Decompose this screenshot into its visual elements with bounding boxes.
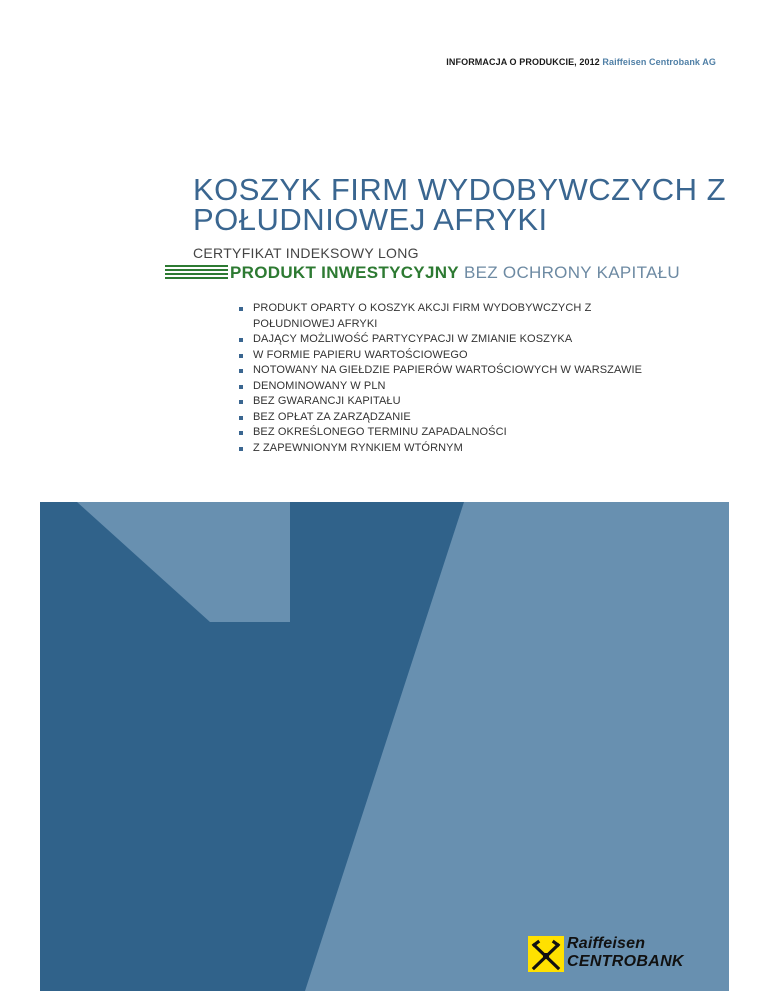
feature-text: PRODUKT OPARTY O KOSZYK AKCJI FIRM WYDOBYWCZYCH Z POŁUDNIOWEJ AFRYKI	[253, 302, 592, 330]
feature-item	[253, 348, 653, 364]
header-brand: Raiffeisen Centrobank AG	[602, 57, 716, 67]
feature-item	[253, 363, 653, 379]
product-type-strong: PRODUKT INWESTYCYJNY	[230, 263, 459, 282]
feature-text: NOTOWANY NA GIEŁDZIE PAPIERÓW WARTOŚCIOWYCH W WARSZAWIE	[253, 364, 643, 376]
document-header	[446, 57, 716, 67]
bullet-icon	[239, 307, 243, 311]
raiffeisen-gable-cross-icon	[528, 936, 564, 972]
feature-text: BEZ OKREŚLONEGO TERMINU ZAPADALNOŚCI	[253, 426, 507, 438]
title-line-1: KOSZYK FIRM WYDOBYWCZYCH Z	[193, 172, 727, 207]
decorative-blue-graphic	[40, 502, 729, 991]
feature-item	[253, 410, 653, 426]
feature-text: Z ZAPEWNIONYM RYNKIEM WTÓRNYM	[253, 441, 463, 454]
bullet-icon	[239, 385, 243, 389]
bullet-icon	[239, 447, 243, 451]
logo-text-line-1: Raiffeisen	[567, 935, 646, 952]
raiffeisen-centrobank-logo	[528, 936, 708, 972]
feature-item	[253, 379, 653, 395]
feature-item	[253, 332, 653, 348]
feature-text: DAJĄCY MOŻLIWOŚĆ PARTYCYPACJI W ZMIANIE KOSZYKA	[253, 333, 573, 345]
product-type-light: BEZ OCHRONY KAPITAŁU	[458, 263, 680, 282]
document-subtitle: CERTYFIKAT INDEKSOWY LONG	[193, 245, 419, 261]
feature-text: DENOMINOWANY W PLN	[253, 379, 386, 392]
document-title	[193, 172, 753, 237]
feature-item	[253, 394, 653, 410]
bullet-icon	[239, 400, 243, 404]
header-text: INFORMACJA O PRODUKCIE, 2012	[446, 57, 600, 67]
bullet-icon	[239, 354, 243, 358]
bullet-icon	[239, 338, 243, 342]
logo-text-line-2: CENTROBANK	[567, 953, 684, 970]
green-stripes-decoration	[165, 265, 228, 281]
bullet-icon	[239, 416, 243, 420]
bullet-icon	[239, 369, 243, 373]
bullet-icon	[239, 431, 243, 435]
feature-list	[253, 301, 653, 456]
feature-item	[253, 441, 653, 457]
title-line-2: POŁUDNIOWEJ AFRYKI	[193, 202, 548, 237]
feature-item	[253, 301, 653, 332]
feature-text: W FORMIE PAPIERU WARTOŚCIOWEGO	[253, 348, 468, 361]
product-type-line	[230, 263, 680, 283]
feature-text: BEZ OPŁAT ZA ZARZĄDZANIE	[253, 410, 411, 423]
feature-text: BEZ GWARANCJI KAPITAŁU	[253, 395, 401, 407]
feature-item	[253, 425, 653, 441]
